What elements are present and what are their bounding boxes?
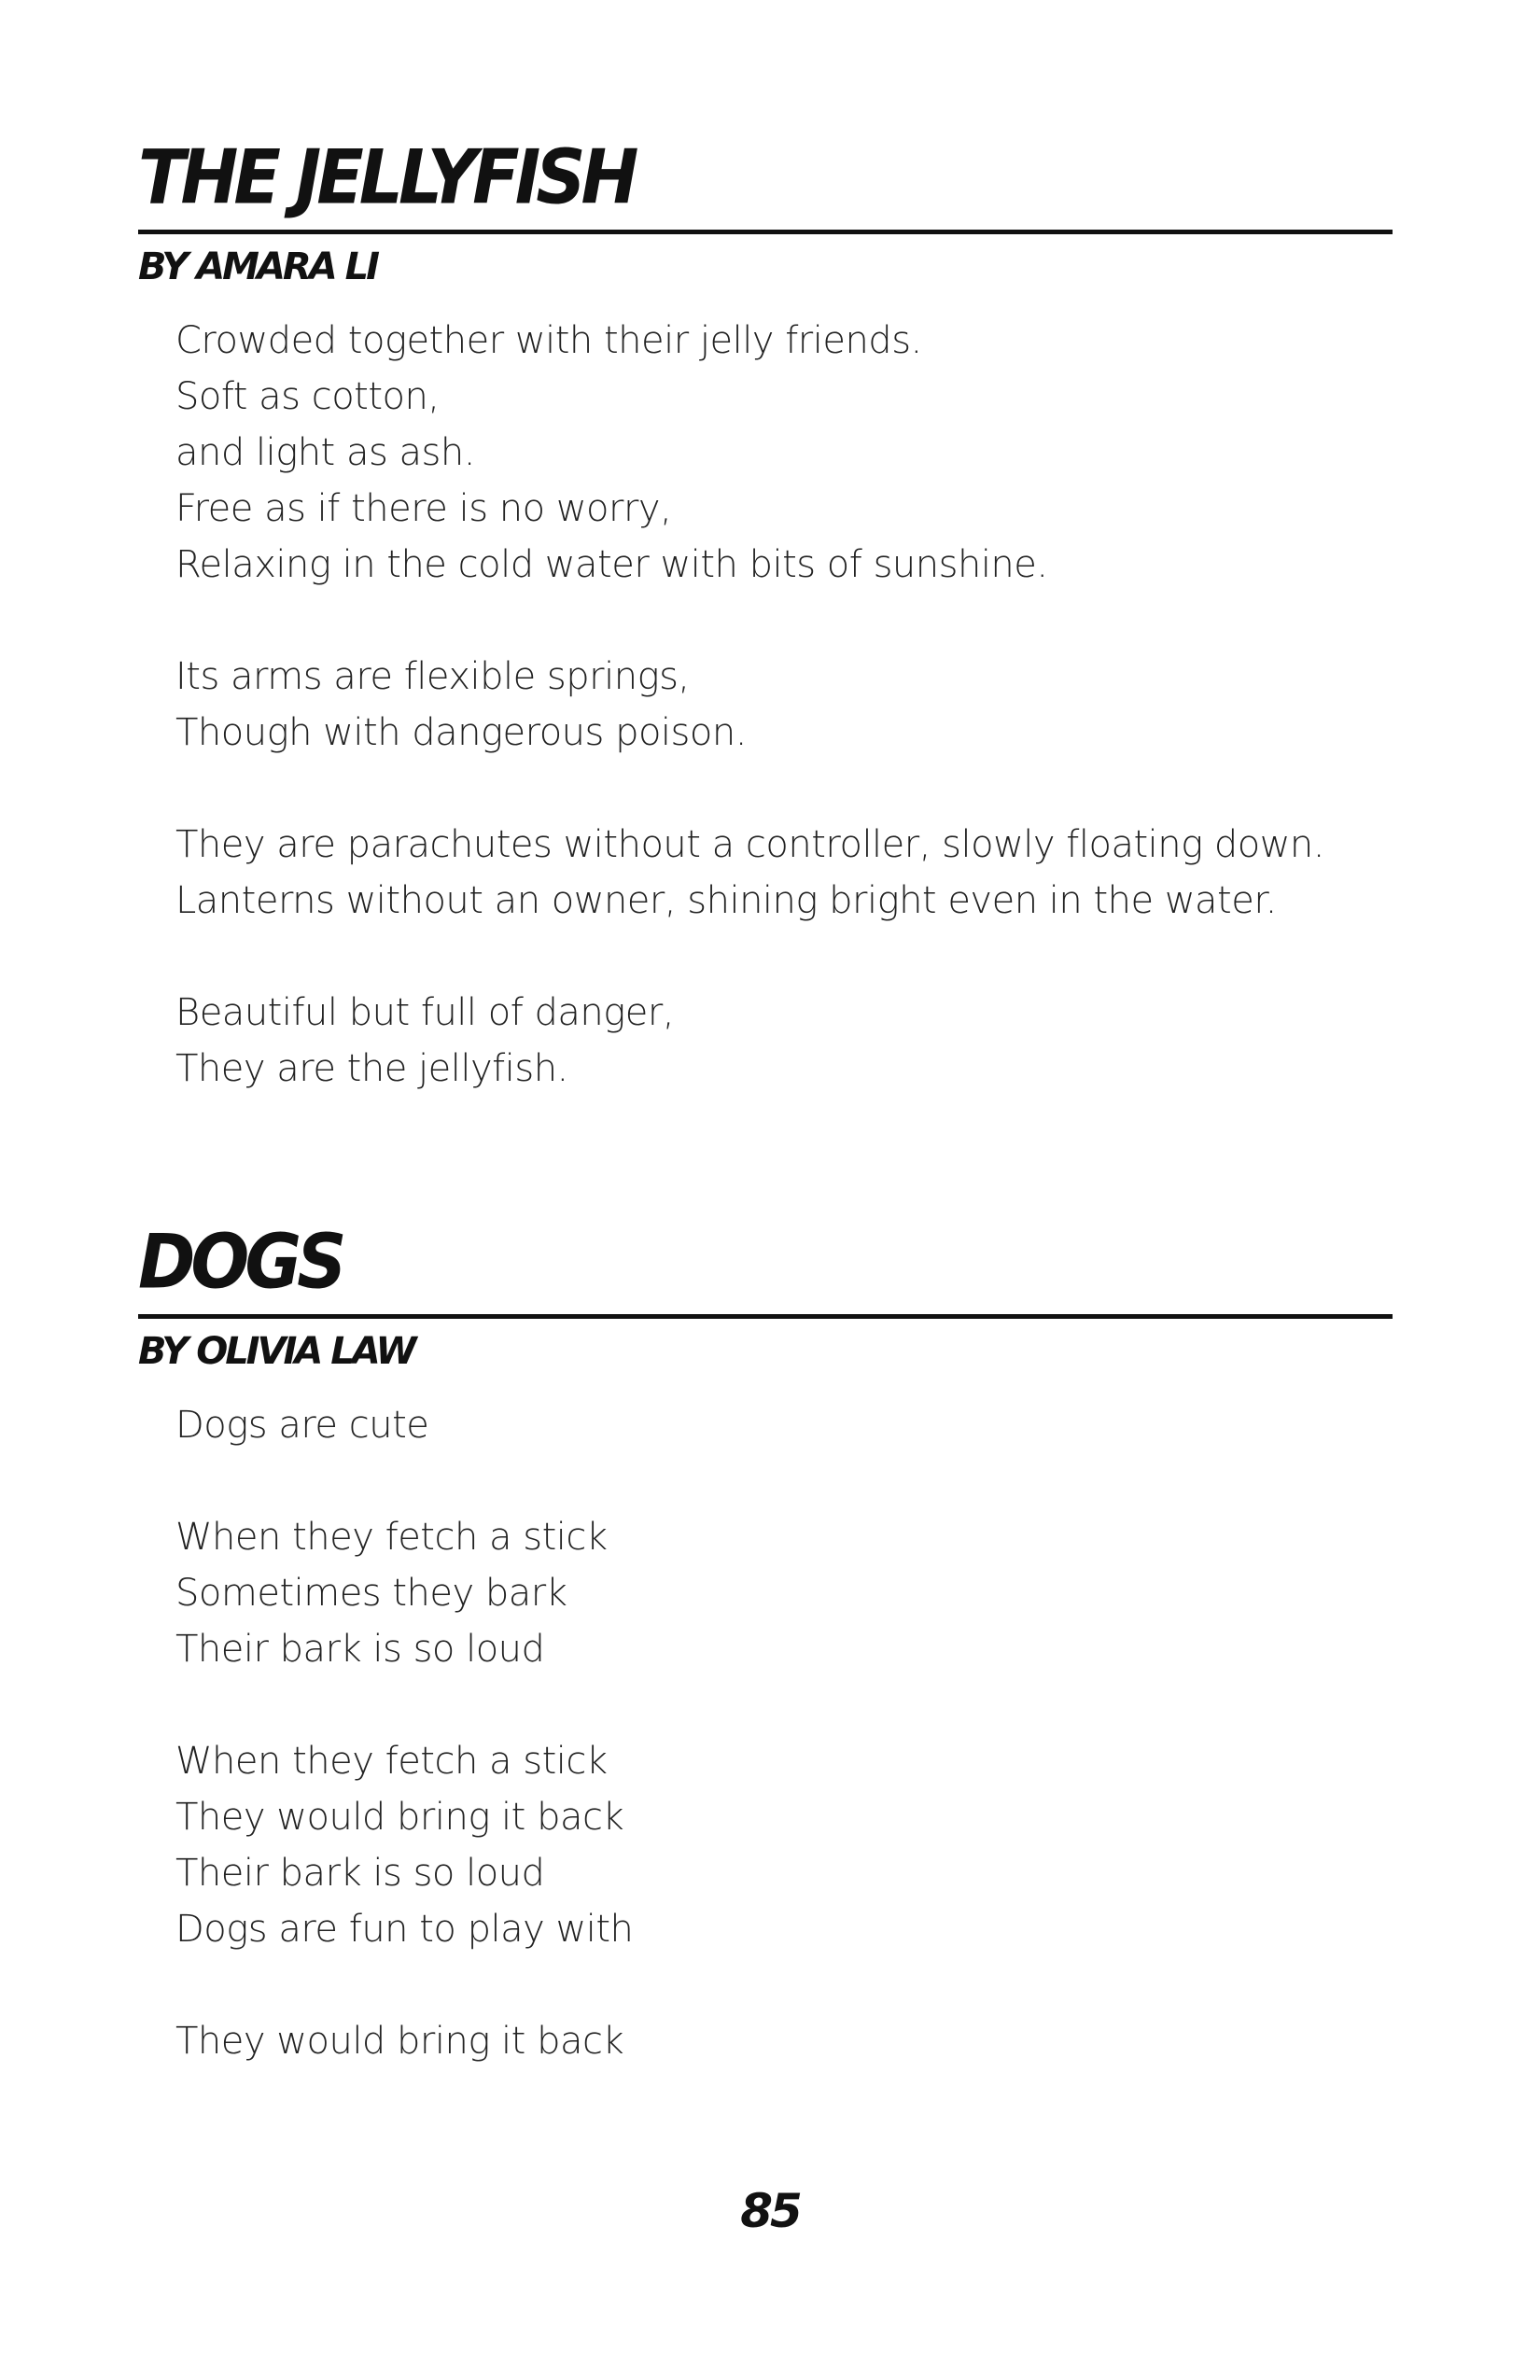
poem-body [175,1397,1393,2069]
poem-line: Their bark is so loud [175,1628,545,1671]
poem-title: THE JELLYFISH [138,134,635,221]
poem-line: They are parachutes without a controller, slowly floating down. [175,823,1324,866]
poem-line: They would bring it back [175,1796,624,1839]
stanza-break [175,1677,1393,1733]
stanza-break [175,1453,1393,1509]
poem-line: Beautiful but full of danger, [175,991,675,1034]
poem-line: When they fetch a stick [175,1740,608,1783]
poem-line: Free as if there is no worry, [175,487,672,530]
stanza-break [175,1957,1393,2013]
stanza-break [175,593,1393,649]
page-number: 85 [740,2184,800,2238]
poem-line: Dogs are fun to play with [175,1908,634,1951]
poem-author: BY OLIVIA LAW [138,1330,414,1373]
poem-line: Soft as cotton, [175,375,440,418]
poem-line: They are the jellyfish. [175,1047,568,1090]
poem-line: and light as ash. [175,431,475,474]
poem-line: When they fetch a stick [175,1516,608,1559]
poem-line: Lanterns without an owner, shining bright even in the water. [175,879,1277,922]
poem-jellyfish [138,134,1393,1097]
poem-line: Dogs are cute [175,1404,429,1447]
poem-line: Its arms are flexible springs, [175,655,690,698]
poem-dogs [138,1219,1393,2069]
poem-line: Relaxing in the cold water with bits of sunshine. [175,543,1048,586]
poem-line: They would bring it back [175,2020,624,2063]
stanza-break [175,761,1393,817]
poem-author: BY AMARA LI [138,245,377,288]
title-divider [138,1314,1393,1319]
poem-body [175,313,1393,1097]
poem-title: DOGS [138,1219,343,1306]
title-divider [138,230,1393,234]
poem-line: Their bark is so loud [175,1852,545,1895]
poem-line: Though with dangerous poison. [175,711,747,754]
stanza-break [175,929,1393,985]
poem-line: Crowded together with their jelly friends. [175,319,922,362]
poem-line: Sometimes they bark [175,1572,567,1615]
